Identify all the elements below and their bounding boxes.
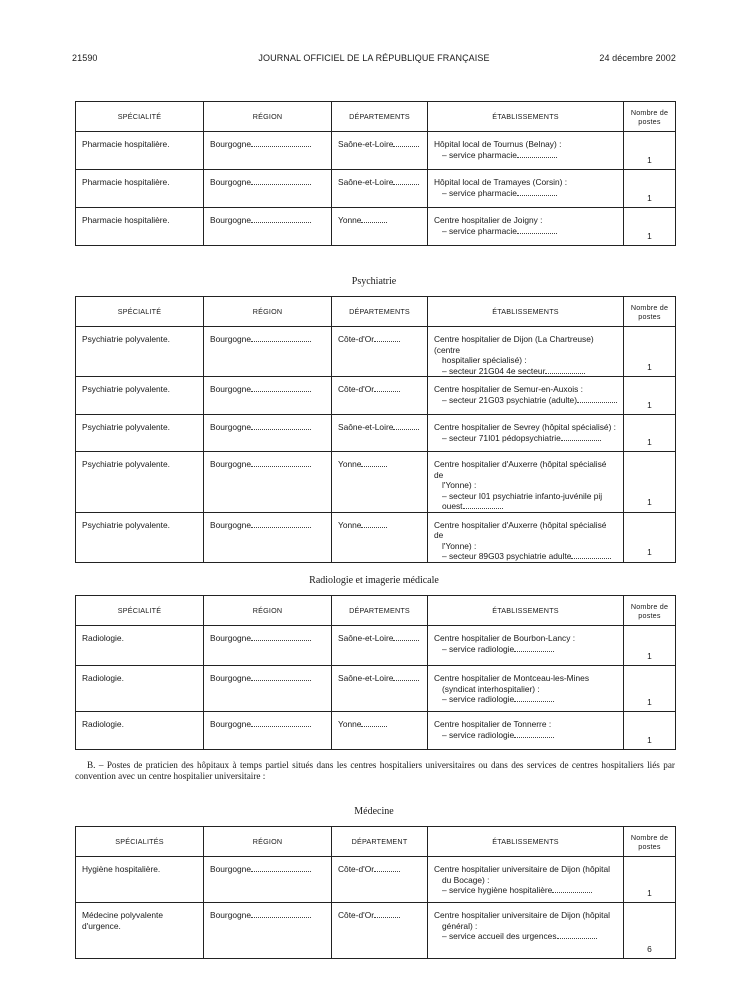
service-text: – service hygiène hospitalière <box>442 885 553 895</box>
cell-region <box>204 377 332 415</box>
table-row <box>76 626 676 666</box>
etablissement-line: Centre hospitalier d'Auxerre (hôpital spécialisé de <box>434 519 607 540</box>
cell-specialite <box>76 857 204 903</box>
cell-region-text: Bourgogne <box>210 384 251 394</box>
leader-dots <box>251 910 311 918</box>
cell-etablissement <box>428 377 624 415</box>
cell-nombre-postes <box>624 512 676 562</box>
cell-region <box>204 666 332 712</box>
etablissement-line: hospitalier spécialisé) : <box>442 355 527 365</box>
leader-dots <box>251 633 311 641</box>
service-line <box>434 433 617 444</box>
cell-specialite-text: Hygiène hospitalière. <box>82 864 161 874</box>
etablissement-line: Centre hospitalier de Tonnerre : <box>434 719 552 729</box>
leader-dots <box>251 459 311 467</box>
cell-specialite <box>76 666 204 712</box>
cell-specialite-text: Pharmacie hospitalière. <box>82 215 170 225</box>
cell-region-text: Bourgogne <box>210 334 251 344</box>
section-title-psychiatrie: Psychiatrie <box>351 276 397 287</box>
cell-nombre-postes <box>624 415 676 452</box>
cell-nombre-postes <box>624 327 676 377</box>
cell-nombre-postes <box>624 903 676 959</box>
cell-region <box>204 170 332 208</box>
etablissement-line: Centre hospitalier universitaire de Dijon (hôpital <box>434 864 610 874</box>
service-line <box>434 694 617 705</box>
leader-dots <box>393 139 419 147</box>
cell-departement <box>332 857 428 903</box>
etablissement-line: l'Yonne) : <box>442 540 477 551</box>
table-row <box>76 666 676 712</box>
cell-nombre-postes-text: 1 <box>647 154 652 165</box>
service-text: – service pharmacie <box>442 225 517 236</box>
pharmacie-table <box>75 101 676 246</box>
service-line <box>434 188 617 199</box>
cell-region <box>204 626 332 666</box>
cell-nombre-postes-text: 1 <box>647 436 652 447</box>
cell-departement <box>332 626 428 666</box>
leader-dots <box>561 433 601 441</box>
service-text: – service pharmacie <box>442 187 517 198</box>
cell-specialite <box>76 903 204 959</box>
cell-specialite <box>76 626 204 666</box>
cell-region <box>204 512 332 562</box>
cell-etablissement <box>428 208 624 246</box>
service-text: – secteur 21G03 psychiatrie (adulte) <box>442 394 578 405</box>
cell-departement <box>332 377 428 415</box>
cell-departement <box>332 512 428 562</box>
cell-region <box>204 208 332 246</box>
cell-nombre-postes <box>624 170 676 208</box>
cell-etablissement <box>428 415 624 452</box>
paragraph-b: B. – Postes de praticien des hôpitaux à temps partiel situés dans les centres hospitaliers universitaires ou dans des services de centres hospitaliers liés par convention avec un centre hospitalier universitaire : <box>75 760 675 781</box>
leader-dots <box>374 910 400 918</box>
etablissement-line: l'Yonne) : <box>442 480 477 490</box>
etablissement-line: Centre hospitalier de Sevrey (hôpital spécialisé) : <box>434 422 617 432</box>
cell-departement-text: Saône-et-Loire <box>338 139 394 149</box>
radiologie-table <box>75 595 676 750</box>
table-row <box>76 857 676 903</box>
cell-nombre-postes-text: 1 <box>647 547 652 557</box>
col-header-nombre-postes: Nombre de postes <box>624 596 676 626</box>
col-header-nombre-postes: Nombre de postes <box>624 827 676 857</box>
leader-dots <box>251 520 311 528</box>
service-line <box>434 644 617 655</box>
leader-dots <box>361 459 387 467</box>
service-line <box>434 730 617 741</box>
cell-departement <box>332 903 428 959</box>
col-header-region: RÉGION <box>204 297 332 327</box>
cell-region-text: Bourgogne <box>210 719 251 729</box>
cell-departement <box>332 132 428 170</box>
cell-departement-text: Saône-et-Loire <box>338 422 394 432</box>
service-line <box>434 366 617 377</box>
cell-region-text: Bourgogne <box>210 215 251 225</box>
cell-specialite <box>76 132 204 170</box>
col-header-etablissements: ÉTABLISSEMENTS <box>428 596 624 626</box>
cell-region <box>204 415 332 452</box>
col-header-departements: DÉPARTEMENTS <box>332 102 428 132</box>
cell-specialite-text: Psychiatrie polyvalente. <box>82 384 170 394</box>
cell-etablissement <box>428 626 624 666</box>
publication-date: 24 décembre 2002 <box>599 53 676 63</box>
cell-specialite-text: Psychiatrie polyvalente. <box>82 519 170 530</box>
etablissement-line: général) : <box>442 920 478 931</box>
cell-nombre-postes-text: 1 <box>647 399 652 410</box>
cell-region <box>204 132 332 170</box>
etablissement-line: du Bocage) : <box>442 874 490 885</box>
leader-dots <box>517 150 557 158</box>
cell-departement-text: Yonne <box>338 719 362 729</box>
cell-region-text: Bourgogne <box>210 910 251 920</box>
service-text: – secteur 21G04 4e secteur <box>442 365 546 376</box>
cell-region <box>204 327 332 377</box>
cell-nombre-postes <box>624 712 676 750</box>
leader-dots <box>393 177 419 185</box>
leader-dots <box>393 633 419 641</box>
cell-departement-text: Côte-d'Or <box>338 864 375 874</box>
table-row <box>76 377 676 415</box>
cell-departement <box>332 666 428 712</box>
col-header-region: RÉGION <box>204 596 332 626</box>
leader-dots <box>545 366 585 374</box>
etablissement-line: Centre hospitalier d'Auxerre (hôpital spécialisé de <box>434 459 607 480</box>
cell-specialite <box>76 170 204 208</box>
cell-departement-text: Yonne <box>338 519 362 530</box>
leader-dots <box>514 694 554 702</box>
col-header-region: RÉGION <box>204 827 332 857</box>
etablissement-line: (syndicat interhospitalier) : <box>442 683 540 694</box>
page-number: 21590 <box>72 53 98 63</box>
cell-departement <box>332 208 428 246</box>
journal-title: JOURNAL OFFICIEL DE LA RÉPUBLIQUE FRANÇAISE <box>258 53 490 63</box>
cell-departement-text: Saône-et-Loire <box>338 177 394 187</box>
cell-region-text: Bourgogne <box>210 864 251 874</box>
leader-dots <box>577 395 617 403</box>
etablissement-line: Centre hospitalier de Dijon (La Chartreuse) (centre <box>434 334 594 355</box>
leader-dots <box>393 422 419 430</box>
leader-dots <box>251 422 311 430</box>
service-text: – secteur 71I01 pédopsychiatrie <box>442 432 561 443</box>
leader-dots <box>251 719 311 727</box>
cell-departement-text: Saône-et-Loire <box>338 673 394 683</box>
cell-region-text: Bourgogne <box>210 673 251 683</box>
cell-region <box>204 452 332 513</box>
service-line <box>434 226 617 237</box>
leader-dots <box>361 520 387 528</box>
col-header-nombre-postes: Nombre de postes <box>624 102 676 132</box>
table-row <box>76 327 676 377</box>
cell-region-text: Bourgogne <box>210 177 251 187</box>
cell-etablissement <box>428 170 624 208</box>
leader-dots <box>251 177 311 185</box>
etablissement-line: Centre hospitalier de Joigny : <box>434 215 543 225</box>
col-header-departement: DÉPARTEMENT <box>332 827 428 857</box>
cell-nombre-postes-text: 1 <box>647 650 652 661</box>
service-text: – secteur 89G03 psychiatrie adulte <box>442 551 572 561</box>
cell-etablissement <box>428 512 624 562</box>
cell-departement <box>332 712 428 750</box>
cell-specialite-text: Psychiatrie polyvalente. <box>82 422 170 432</box>
col-header-etablissements: ÉTABLISSEMENTS <box>428 827 624 857</box>
cell-departement-text: Côte-d'Or <box>338 384 375 394</box>
col-header-specialite: SPÉCIALITÉ <box>76 102 204 132</box>
table-row <box>76 512 676 562</box>
service-line <box>434 491 617 512</box>
leader-dots <box>463 501 503 509</box>
service-text: – service pharmacie <box>442 149 517 160</box>
cell-nombre-postes <box>624 377 676 415</box>
cell-etablissement <box>428 666 624 712</box>
col-header-etablissements: ÉTABLISSEMENTS <box>428 297 624 327</box>
etablissement-line: Centre hospitalier de Montceau-les-Mines <box>434 673 590 683</box>
cell-specialite-text: Radiologie. <box>82 673 124 683</box>
etablissement-line: Hôpital local de Tramayes (Corsin) : <box>434 177 568 187</box>
cell-nombre-postes-text: 1 <box>647 497 652 507</box>
service-line <box>434 931 617 942</box>
table-row <box>76 132 676 170</box>
section-title-medecine: Médecine <box>354 806 394 817</box>
service-line <box>434 885 617 896</box>
leader-dots <box>374 864 400 872</box>
leader-dots <box>361 719 387 727</box>
cell-departement-text: Yonne <box>338 459 362 469</box>
cell-etablissement <box>428 903 624 959</box>
cell-specialite-text: Radiologie. <box>82 719 124 729</box>
cell-specialite <box>76 512 204 562</box>
cell-nombre-postes <box>624 857 676 903</box>
section-title-radiologie: Radiologie et imagerie médicale <box>309 575 439 586</box>
col-header-nombre-postes: Nombre de postes <box>624 297 676 327</box>
leader-dots <box>393 673 419 681</box>
cell-nombre-postes-text: 1 <box>647 230 652 241</box>
cell-nombre-postes <box>624 666 676 712</box>
col-header-specialite: SPÉCIALITÉ <box>76 596 204 626</box>
cell-nombre-postes-text: 1 <box>647 887 652 898</box>
cell-region-text: Bourgogne <box>210 459 251 469</box>
cell-departement-text: Yonne <box>338 215 362 225</box>
table-row <box>76 170 676 208</box>
cell-region-text: Bourgogne <box>210 422 251 432</box>
etablissement-line: Centre hospitalier universitaire de Dijon (hôpital <box>434 910 610 920</box>
service-text: – service accueil des urgences <box>442 931 557 941</box>
cell-nombre-postes-text: 1 <box>647 192 652 203</box>
cell-etablissement <box>428 327 624 377</box>
cell-specialite <box>76 415 204 452</box>
cell-nombre-postes <box>624 132 676 170</box>
leader-dots <box>251 673 311 681</box>
cell-nombre-postes-text: 1 <box>647 361 652 372</box>
cell-nombre-postes <box>624 626 676 666</box>
col-header-etablissements: ÉTABLISSEMENTS <box>428 102 624 132</box>
col-header-departements: DÉPARTEMENTS <box>332 297 428 327</box>
cell-nombre-postes-text: 6 <box>647 943 652 954</box>
cell-specialite-text: Psychiatrie polyvalente. <box>82 459 170 469</box>
cell-specialite-text: Radiologie. <box>82 633 124 643</box>
leader-dots <box>552 885 592 893</box>
col-header-region: RÉGION <box>204 102 332 132</box>
leader-dots <box>251 864 311 872</box>
cell-specialite <box>76 208 204 246</box>
cell-region-text: Bourgogne <box>210 139 251 149</box>
leader-dots <box>361 215 387 223</box>
psychiatrie-table <box>75 296 676 563</box>
table-row <box>76 415 676 452</box>
leader-dots <box>251 334 311 342</box>
service-line <box>434 551 617 562</box>
leader-dots <box>514 730 554 738</box>
etablissement-line: Centre hospitalier de Semur-en-Auxois : <box>434 384 583 394</box>
cell-specialite <box>76 712 204 750</box>
cell-departement <box>332 327 428 377</box>
cell-specialite-text: Pharmacie hospitalière. <box>82 177 170 187</box>
cell-region <box>204 712 332 750</box>
cell-departement <box>332 170 428 208</box>
cell-nombre-postes <box>624 452 676 513</box>
leader-dots <box>251 384 311 392</box>
cell-specialite-text: Médecine polyvalente d'urgence. <box>82 910 164 931</box>
cell-region-text: Bourgogne <box>210 519 251 530</box>
cell-nombre-postes-text: 1 <box>647 734 652 745</box>
leader-dots <box>251 215 311 223</box>
page-header <box>72 53 676 67</box>
cell-etablissement <box>428 857 624 903</box>
leader-dots <box>517 226 557 234</box>
leader-dots <box>571 551 611 559</box>
cell-nombre-postes <box>624 208 676 246</box>
table-row <box>76 208 676 246</box>
service-text: – service radiologie <box>442 694 515 704</box>
leader-dots <box>517 188 557 196</box>
table-row <box>76 903 676 959</box>
cell-specialite <box>76 452 204 513</box>
cell-etablissement <box>428 452 624 513</box>
service-line <box>434 150 617 161</box>
cell-region <box>204 857 332 903</box>
cell-specialite-text: Psychiatrie polyvalente. <box>82 334 170 344</box>
medecine-table <box>75 826 676 959</box>
service-text: – service radiologie <box>442 729 515 740</box>
leader-dots <box>251 139 311 147</box>
cell-departement-text: Saône-et-Loire <box>338 633 394 643</box>
leader-dots <box>374 334 400 342</box>
cell-specialite <box>76 327 204 377</box>
cell-departement-text: Côte-d'Or <box>338 334 375 344</box>
table-row <box>76 452 676 513</box>
leader-dots <box>514 644 554 652</box>
cell-region <box>204 903 332 959</box>
cell-specialite-text: Pharmacie hospitalière. <box>82 139 170 149</box>
col-header-specialite: SPÉCIALITÉ <box>76 297 204 327</box>
col-header-specialites: SPÉCIALITÉS <box>76 827 204 857</box>
cell-departement-text: Côte-d'Or <box>338 910 375 920</box>
cell-departement <box>332 452 428 513</box>
etablissement-line: Centre hospitalier de Bourbon-Lancy : <box>434 633 576 643</box>
cell-etablissement <box>428 712 624 750</box>
leader-dots <box>557 931 597 939</box>
table-row <box>76 712 676 750</box>
service-text: – secteur I01 psychiatrie infanto-juvénile pij ouest <box>442 490 603 511</box>
service-text: – service radiologie <box>442 643 515 654</box>
etablissement-line: Hôpital local de Tournus (Belnay) : <box>434 139 562 149</box>
cell-specialite <box>76 377 204 415</box>
cell-region-text: Bourgogne <box>210 633 251 643</box>
cell-etablissement <box>428 132 624 170</box>
service-line <box>434 395 617 406</box>
cell-nombre-postes-text: 1 <box>647 696 652 707</box>
leader-dots <box>374 384 400 392</box>
col-header-departements: DÉPARTEMENTS <box>332 596 428 626</box>
cell-departement <box>332 415 428 452</box>
